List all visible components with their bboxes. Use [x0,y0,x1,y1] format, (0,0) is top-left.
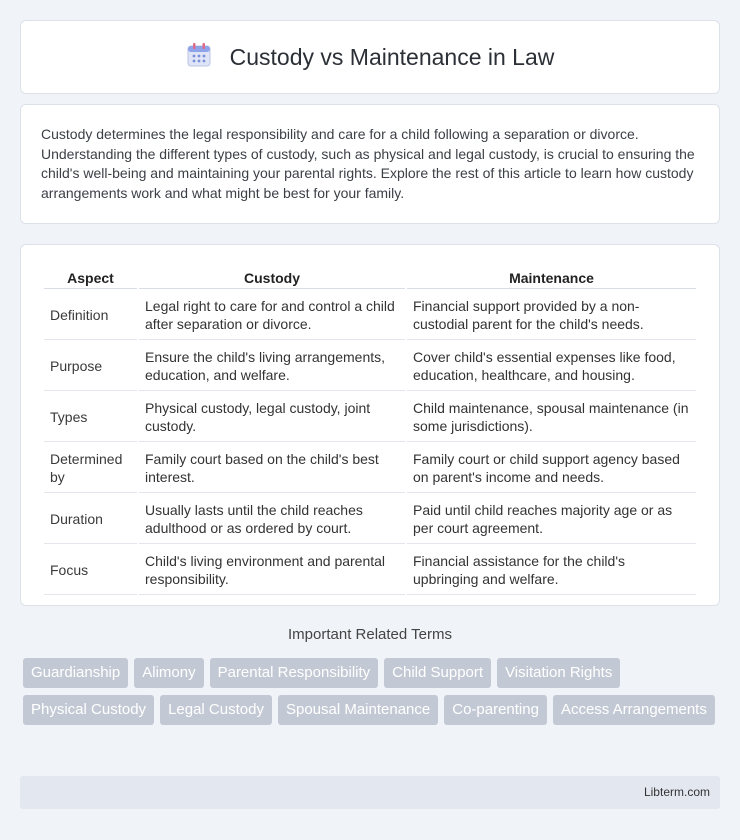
row-maintenance: Child maintenance, spousal maintenance (in some jurisdictions). [407,393,696,442]
comparison-table-card [20,244,720,606]
calendar-icon [186,42,212,73]
row-maintenance: Financial support provided by a non-custodial parent for the child's needs. [407,291,696,340]
header-custody: Custody [139,267,405,289]
intro-text: Custody determines the legal responsibility and care for a child following a separation or divorce. Understanding the different types of custody, such as physical and legal custody, is crucial to ensuring the child's well-being and maintaining your parental rights. Explore the rest of this article to learn how custody arrangements work and what might be best for your family. [41,126,695,201]
row-custody: Legal right to care for and control a child after separation or divorce. [139,291,405,340]
row-custody: Usually lasts until the child reaches adulthood or as ordered by court. [139,495,405,544]
comparison-table [42,265,698,597]
row-custody: Child's living environment and parental responsibility. [139,546,405,595]
row-custody: Physical custody, legal custody, joint custody. [139,393,405,442]
footer-brand-link[interactable]: Libterm.com [643,785,710,799]
row-maintenance: Family court or child support agency based on parent's income and needs. [407,444,696,493]
row-aspect: Purpose [44,342,137,391]
row-maintenance: Financial assistance for the child's upbringing and welfare. [407,546,696,595]
row-maintenance: Paid until child reaches majority age or as per court agreement. [407,495,696,544]
table-row [44,546,696,595]
row-aspect: Types [44,393,137,442]
page-title: Custody vs Maintenance in Law [229,43,555,70]
tag-access-arrangements[interactable]: Access Arrangements [553,695,715,725]
title-wrap [186,42,555,73]
header-aspect: Aspect [44,267,137,289]
tag-spousal-maintenance[interactable]: Spousal Maintenance [278,695,438,725]
table-row [44,342,696,391]
tag-co-parenting[interactable]: Co-parenting [444,695,547,725]
table-row [44,444,696,493]
related-terms-list [23,658,723,725]
tag-parental-responsibility[interactable]: Parental Responsibility [210,658,379,688]
row-aspect: Focus [44,546,137,595]
row-custody: Ensure the child's living arrangements, education, and welfare. [139,342,405,391]
row-aspect: Duration [44,495,137,544]
header-maintenance: Maintenance [407,267,696,289]
tag-child-support[interactable]: Child Support [384,658,491,688]
table-row [44,393,696,442]
header-card [20,20,720,94]
row-custody: Family court based on the child's best interest. [139,444,405,493]
footer [20,776,720,809]
intro-card [20,104,720,224]
table-header-row [44,267,696,289]
tag-alimony[interactable]: Alimony [134,658,203,688]
tag-legal-custody[interactable]: Legal Custody [160,695,272,725]
related-terms-heading: Important Related Terms [288,626,452,643]
row-aspect: Definition [44,291,137,340]
tag-guardianship[interactable]: Guardianship [23,658,128,688]
tag-physical-custody[interactable]: Physical Custody [23,695,154,725]
row-aspect: Determined by [44,444,137,493]
table-row [44,495,696,544]
table-row [44,291,696,340]
row-maintenance: Cover child's essential expenses like food, education, healthcare, and housing. [407,342,696,391]
tag-visitation-rights[interactable]: Visitation Rights [497,658,620,688]
